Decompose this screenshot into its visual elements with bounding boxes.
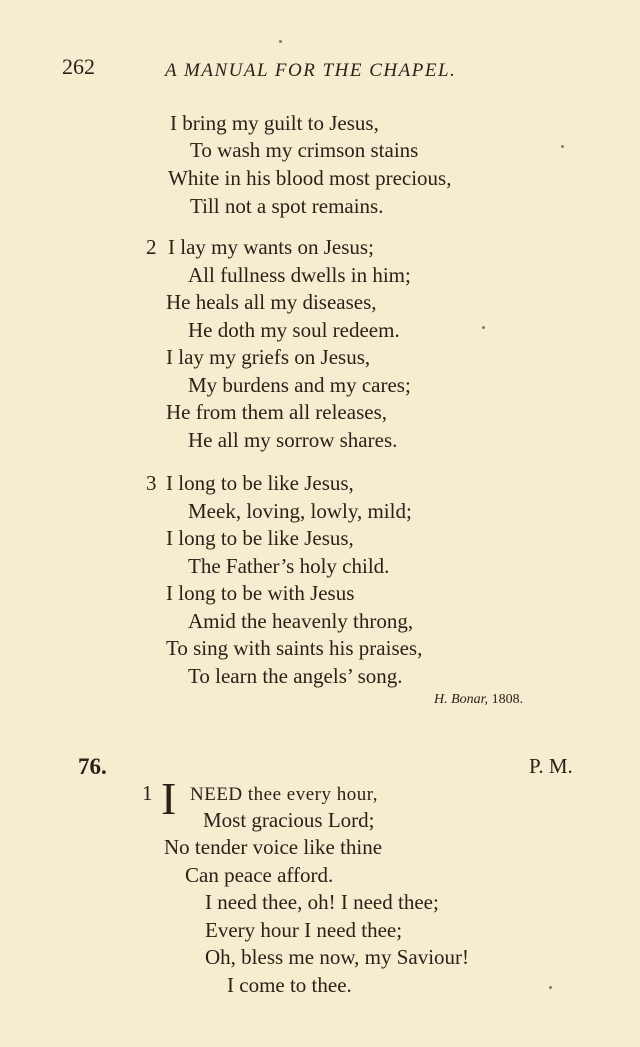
verse-line: Most gracious Lord;: [203, 808, 375, 832]
verse-line: Can peace afford.: [185, 863, 334, 887]
verse-line: I long to be like Jesus,: [166, 471, 354, 495]
paper-speck: [279, 40, 282, 43]
verse-line: He heals all my diseases,: [166, 290, 377, 314]
verse-line: He all my sorrow shares.: [188, 428, 398, 452]
verse-line: Meek, loving, lowly, mild;: [188, 499, 412, 523]
paper-speck: [561, 145, 564, 148]
verse-line: To learn the angels’ song.: [188, 664, 403, 688]
verse-line: Amid the heavenly throng,: [188, 609, 414, 633]
stanza-number: 3: [146, 471, 157, 495]
hymn-meter: P. M.: [529, 754, 573, 778]
running-head: A MANUAL FOR THE CHAPEL.: [165, 60, 457, 81]
verse-line: Oh, bless me now, my Saviour!: [205, 945, 470, 969]
paper-speck: [482, 326, 485, 329]
author-name: H. Bonar,: [434, 692, 489, 707]
verse-line: I lay my wants on Jesus;: [168, 235, 374, 259]
verse-line: NEED thee every hour,: [190, 784, 379, 805]
verse-line: I need thee, oh! I need thee;: [205, 890, 439, 914]
verse-line: White in his blood most precious,: [168, 166, 452, 190]
verse-line: No tender voice like thine: [164, 835, 383, 859]
hymn-number: 76.: [78, 754, 107, 779]
verse-line: I bring my guilt to Jesus,: [170, 111, 379, 135]
verse-line: He from them all releases,: [166, 400, 387, 424]
verse-line: All fullness dwells in him;: [188, 263, 411, 287]
verse-line: My burdens and my cares;: [188, 373, 411, 397]
verse-line: To sing with saints his praises,: [166, 636, 423, 660]
verse-line: I lay my griefs on Jesus,: [166, 345, 371, 369]
verse-line: I long to be with Jesus: [166, 581, 355, 605]
hymn-attribution: [434, 692, 523, 708]
verse-line: Till not a spot remains.: [190, 194, 384, 218]
stanza-number: 2: [146, 235, 157, 259]
page-number: 262: [62, 54, 95, 79]
verse-line: Every hour I need thee;: [205, 918, 403, 942]
verse-line: He doth my soul redeem.: [188, 318, 400, 342]
drop-cap: I: [161, 773, 177, 824]
stanza-number: 1: [142, 781, 153, 805]
paper-speck: [549, 986, 552, 989]
verse-line: I long to be like Jesus,: [166, 526, 354, 550]
verse-line: I come to thee.: [227, 973, 352, 997]
verse-line: The Father’s holy child.: [188, 554, 390, 578]
author-year: 1808.: [491, 692, 524, 707]
verse-line: To wash my crimson stains: [190, 138, 419, 162]
